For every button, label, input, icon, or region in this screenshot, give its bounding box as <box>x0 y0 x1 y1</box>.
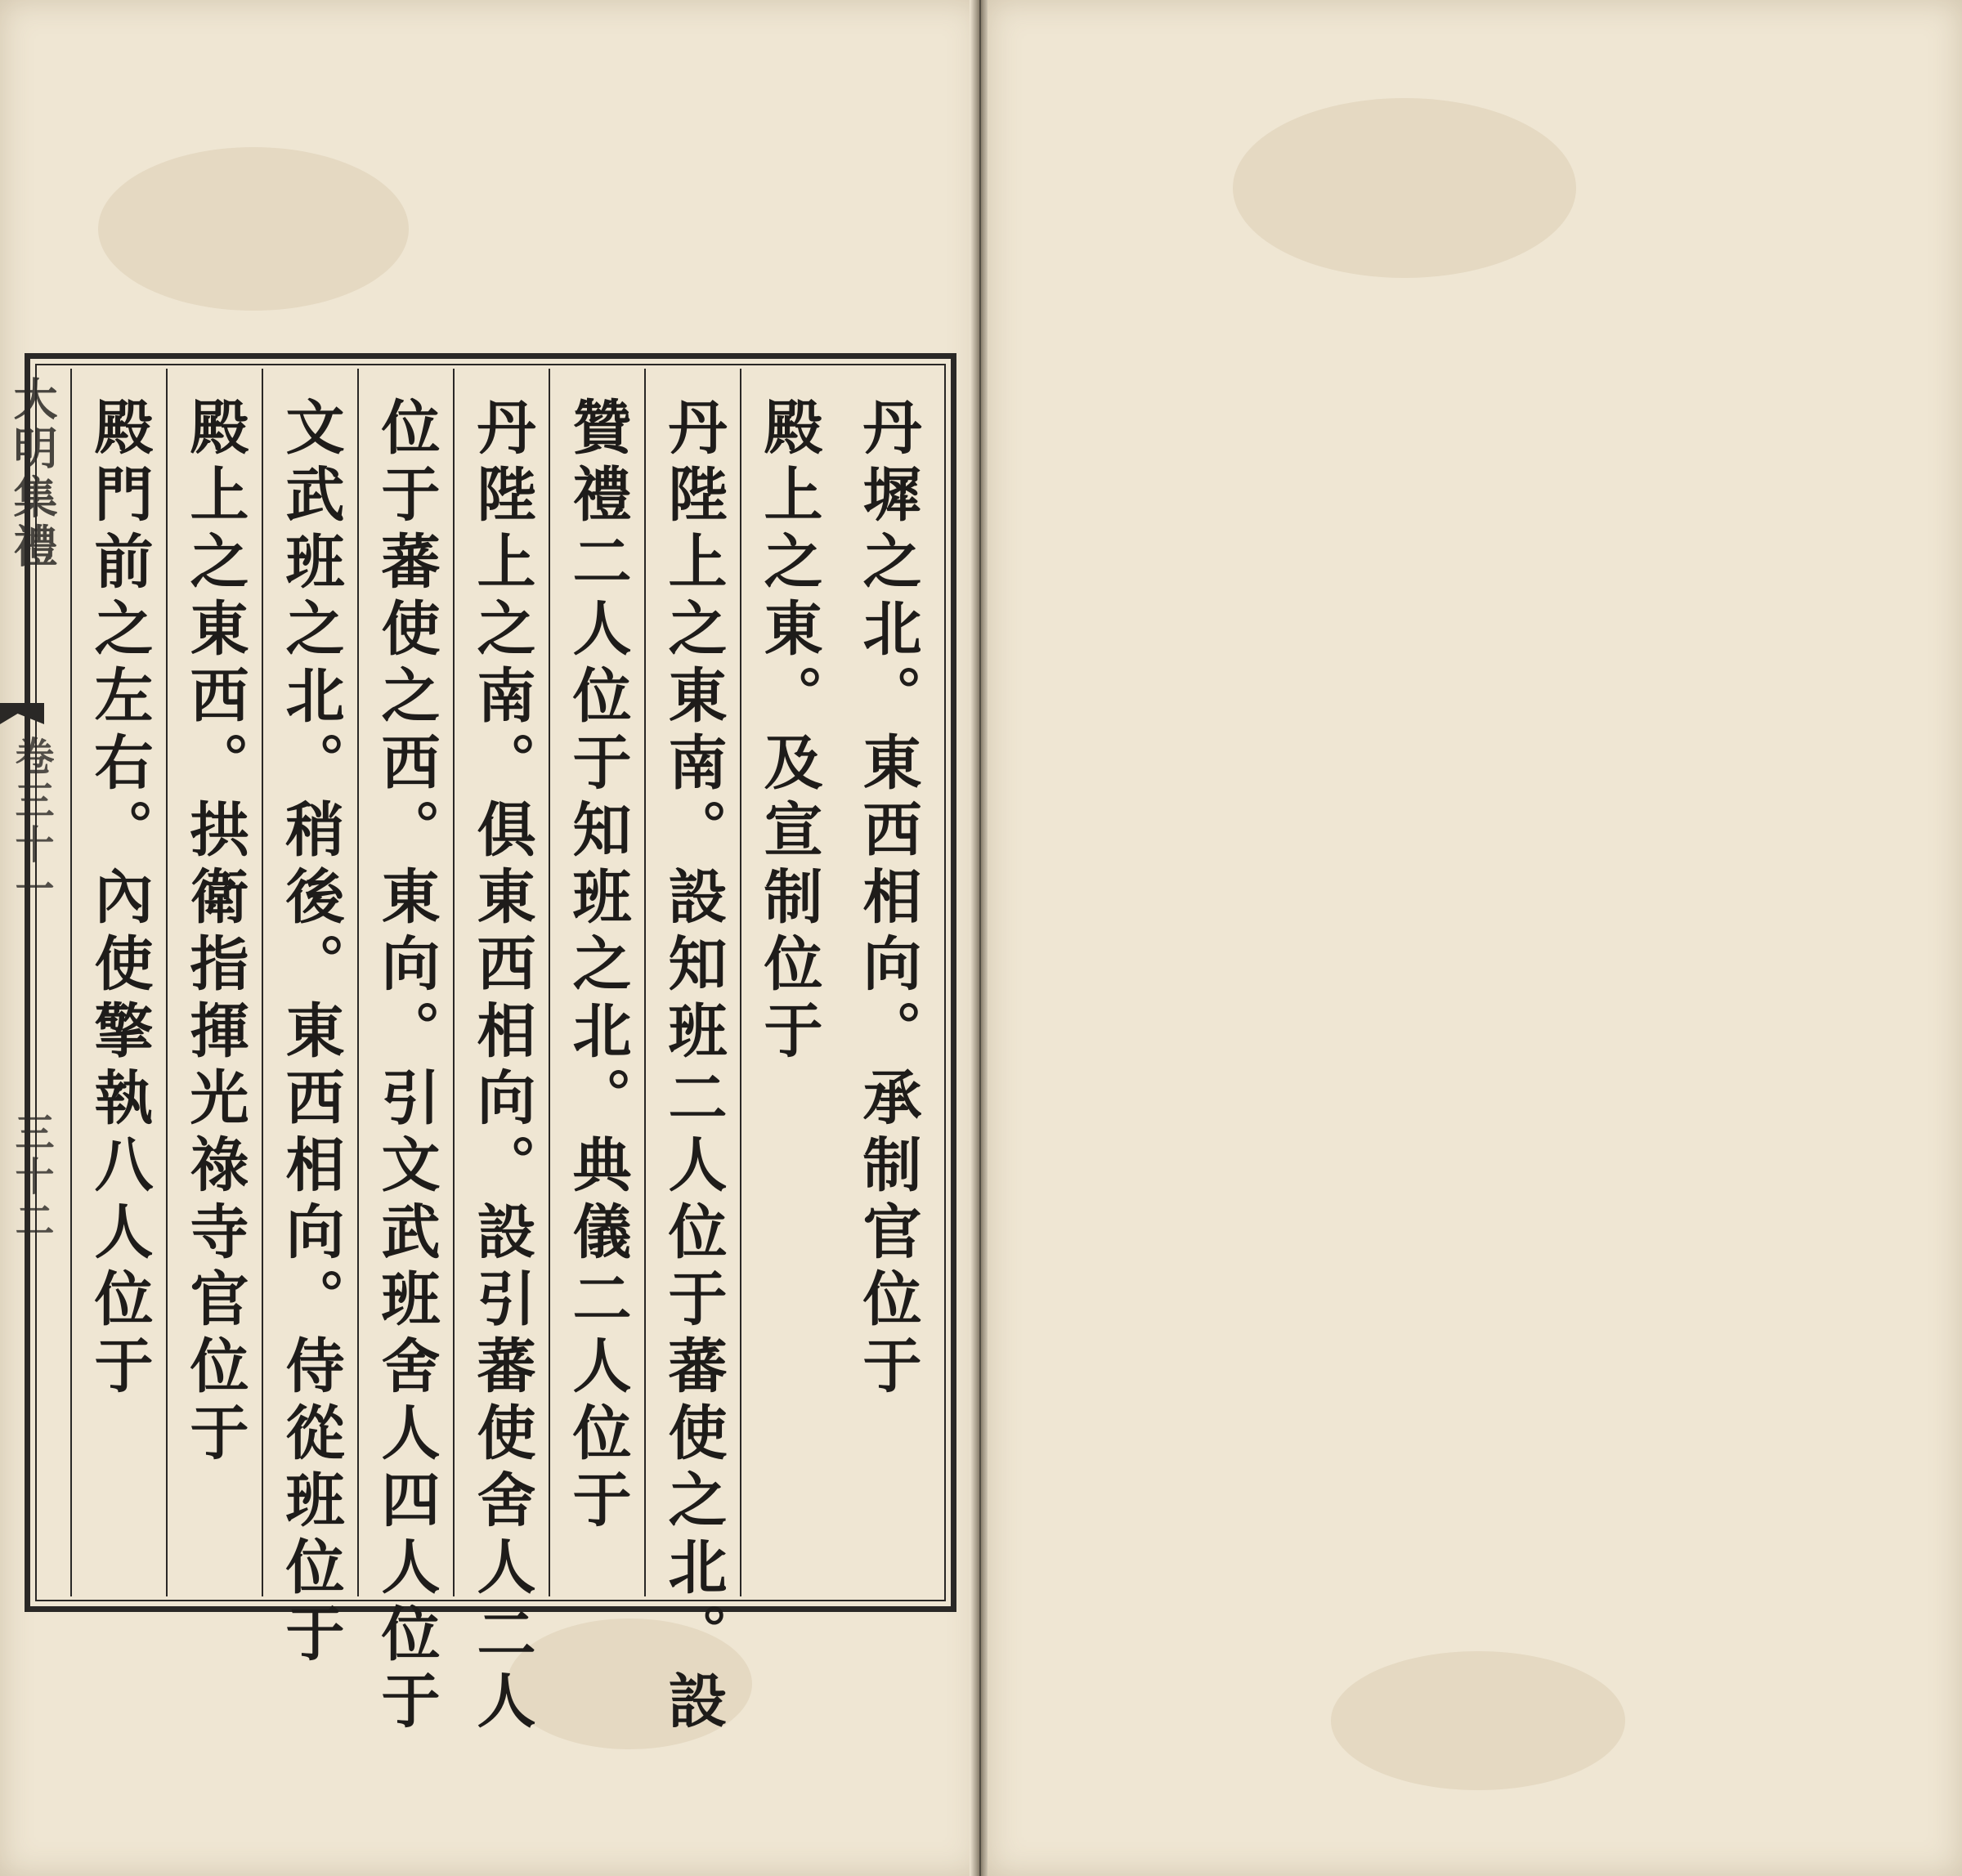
column-text: 殿上之東西。拱衛指揮光祿寺官位于 <box>180 396 250 1469</box>
text-column <box>453 369 549 1737</box>
text-column <box>740 369 835 1596</box>
column-text: 位于蕃使之西。東向。引文武班舍人四人位于 <box>371 396 441 1737</box>
right-page <box>988 0 1962 1876</box>
text-column <box>835 369 939 1596</box>
paper-stain <box>98 147 409 311</box>
left-margin-title: 大明集禮 <box>7 376 59 572</box>
paper-stain <box>1331 1651 1625 1790</box>
column-text: 殿門前之左右。內使擎執八人位于 <box>84 396 155 1402</box>
paper-stain <box>1233 98 1576 278</box>
text-column <box>166 369 262 1596</box>
text-column <box>70 369 166 1596</box>
column-text: 丹墀之北。東西相向。承制官位于 <box>853 396 923 1402</box>
text-column <box>549 369 644 1596</box>
column-text: 文武班之北。稍後。東西相向。侍從班位于 <box>275 396 346 1670</box>
column-text: 殿上之東。及宣制位于 <box>754 396 824 1067</box>
column-text: 丹陛上之東南。設知班二人位于蕃使之北。設 <box>658 396 728 1737</box>
left-margin-volume: 卷三十一 <box>8 736 54 912</box>
text-column <box>357 369 453 1737</box>
text-column <box>262 369 357 1670</box>
left-margin-page: 三十二 <box>8 1112 54 1244</box>
text-column <box>644 369 740 1737</box>
left-text-frame <box>25 353 956 1737</box>
column-text: 丹陛上之南。俱東西相向。設引蕃使舍人二人 <box>467 396 537 1737</box>
column-text: 贊禮二人位于知班之北。典儀二人位于 <box>562 396 633 1536</box>
